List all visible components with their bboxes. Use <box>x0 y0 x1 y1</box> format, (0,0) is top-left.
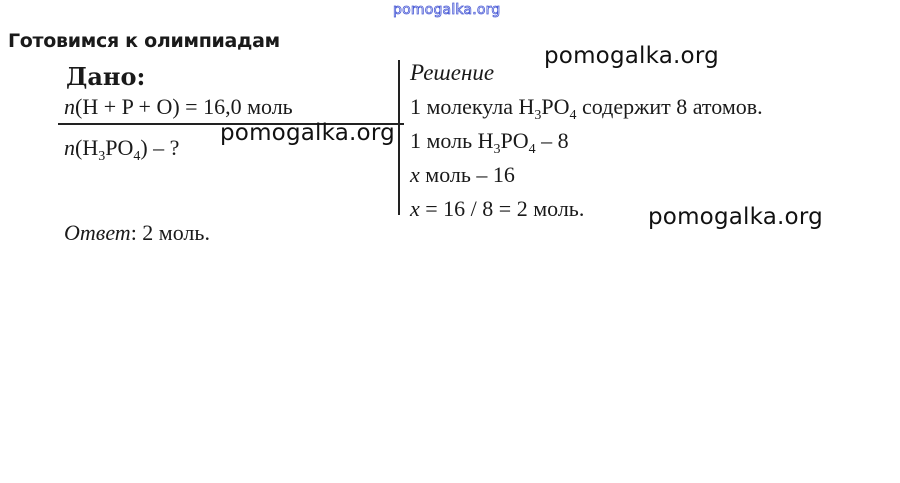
solution-line-4 <box>410 196 584 222</box>
answer-value: : 2 моль. <box>130 220 210 245</box>
watermark-middle: pomogalka.org <box>220 120 395 146</box>
solution-line-1-sub2: 4 <box>569 108 577 123</box>
solution-line-2-sub1: 3 <box>493 142 501 157</box>
solution-line-3-rest: моль – 16 <box>419 162 515 187</box>
watermark-top: pomogalka.org <box>393 2 501 18</box>
given-line-2-open: (H <box>75 135 99 160</box>
given-line-2-sub1: 3 <box>98 149 106 164</box>
answer-line <box>64 220 210 246</box>
solution-line-1-c: содержит 8 атомов. <box>576 94 763 119</box>
given-line-2-sub2: 4 <box>133 149 141 164</box>
given-line-1-expr: (H + P + O) = 16,0 моль <box>75 94 293 119</box>
solution-line-1-a: 1 молекула H <box>410 94 535 119</box>
vertical-divider <box>398 60 400 215</box>
given-line-1 <box>64 94 293 120</box>
solution-line-1-sub1: 3 <box>534 108 542 123</box>
given-line-2 <box>64 135 179 165</box>
solution-var-x-2: x <box>410 196 420 221</box>
solution-line-2-b: PO <box>500 128 529 153</box>
given-n-symbol-2: n <box>64 135 75 160</box>
given-n-symbol: n <box>64 94 75 119</box>
given-line-2-tail: ) – ? <box>140 135 180 160</box>
answer-label: Ответ <box>64 220 131 245</box>
solution-line-3 <box>410 162 515 188</box>
solution-var-x: x <box>410 162 420 187</box>
solution-title: Решение <box>410 60 495 85</box>
solution-line-2-a: 1 моль H <box>410 128 494 153</box>
given-label: Дано: <box>66 62 146 91</box>
section-heading: Готовимся к олимпиадам <box>8 30 280 52</box>
watermark-right-bottom: pomogalka.org <box>648 204 823 230</box>
solution-line-4-rest: = 16 / 8 = 2 моль. <box>419 196 585 221</box>
solution-line-1 <box>410 94 763 124</box>
solution-line-2-c: – 8 <box>535 128 569 153</box>
given-line-2-mid: PO <box>105 135 134 160</box>
solution-line-1-b: PO <box>541 94 570 119</box>
watermark-right-top: pomogalka.org <box>544 43 719 69</box>
solution-line-2-sub2: 4 <box>528 142 536 157</box>
solution-line-2 <box>410 128 569 158</box>
